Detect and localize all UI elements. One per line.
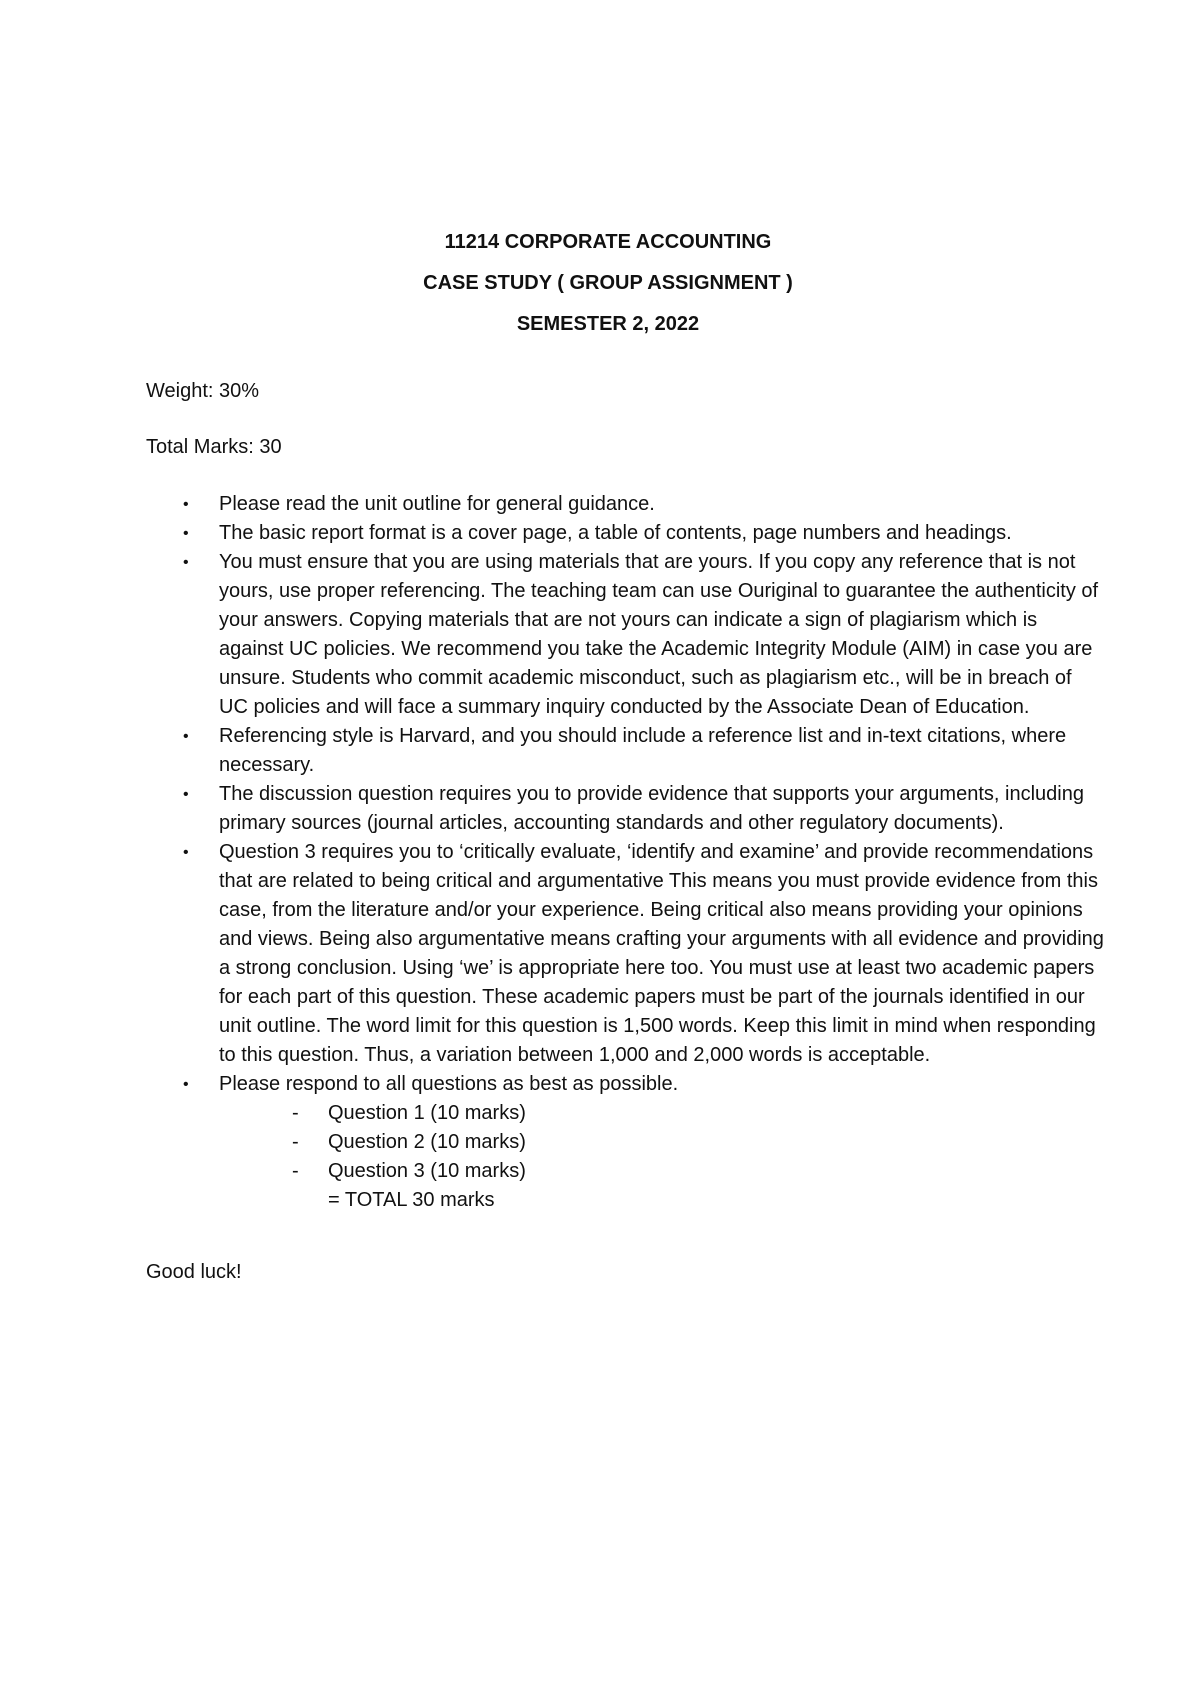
- question-item: [146, 1157, 1106, 1186]
- dash-icon: -: [292, 1131, 299, 1153]
- question-item: [146, 1128, 1106, 1157]
- guidance-item: [146, 838, 1106, 1070]
- guidance-text: Please respond to all questions as best as possible.: [219, 1073, 679, 1095]
- guidance-item: [146, 1070, 1106, 1099]
- assignment-title: CASE STUDY ( GROUP ASSIGNMENT ): [423, 272, 793, 294]
- question-list: [146, 1099, 1106, 1186]
- bullet-icon: •: [183, 554, 189, 571]
- guidance-item: [146, 780, 1106, 838]
- guidance-text: The discussion question requires you to provide evidence that supports your arguments, including primary sources (journal articles, accounting standards and other regulatory documents).: [219, 783, 1084, 834]
- question-text: Question 3 (10 marks): [328, 1160, 526, 1182]
- total-marks-summary: = TOTAL 30 marks: [328, 1189, 495, 1211]
- question-item: [146, 1099, 1106, 1128]
- weight-line: Weight: 30%: [146, 380, 260, 402]
- guidance-text: Question 3 requires you to ‘critically evaluate, ‘identify and examine’ and provide recommendations that are related to being critical and argumentative This means you must provide evidence from this case, from the literature and/or your experience. Being critical also means providing your opinions and views. Being also argumentative means crafting your arguments with all evidence and providing a strong conclusion. Using ‘we’ is appropriate here too. You must use at least two academic papers for each part of this question. These academic papers must be part of the journals identified in our unit outline. The word limit for this question is 1,500 words. Keep this limit in mind when responding to this question. Thus, a variation between 1,000 and 2,000 words is acceptable.: [219, 841, 1104, 1066]
- guidance-list: [146, 490, 1106, 1099]
- bullet-icon: •: [183, 1076, 189, 1093]
- bullet-icon: •: [183, 844, 189, 861]
- bullet-icon: •: [183, 728, 189, 745]
- guidance-text: Please read the unit outline for general guidance.: [219, 493, 655, 515]
- guidance-text: Referencing style is Harvard, and you should include a reference list and in-text citations, where necessary.: [219, 725, 1067, 776]
- guidance-item: [146, 548, 1106, 722]
- dash-icon: -: [292, 1160, 299, 1182]
- bullet-icon: •: [183, 496, 189, 513]
- guidance-text: The basic report format is a cover page, a table of contents, page numbers and headings.: [219, 522, 1012, 544]
- total-marks-line: Total Marks: 30: [146, 436, 282, 458]
- semester-line: SEMESTER 2, 2022: [516, 313, 700, 335]
- bullet-icon: •: [183, 786, 189, 803]
- dash-icon: -: [292, 1102, 299, 1124]
- guidance-item: [146, 722, 1106, 780]
- guidance-text: You must ensure that you are using materials that are yours. If you copy any reference that is not yours, use proper referencing. The teaching team can use Ouriginal to guarantee the authenticity of your answers. Copying materials that are not yours can indicate a sign of plagiarism which is against UC policies. We recommend you take the Academic Integrity Module (AIM) in case you are unsure. Students who commit academic misconduct, such as plagiarism etc., will be in breach of UC policies and will face a summary inquiry conducted by the Associate Dean of Education.: [219, 551, 1099, 718]
- document-body: [146, 228, 1106, 1287]
- course-title: 11214 CORPORATE ACCOUNTING: [444, 231, 772, 253]
- question-text: Question 1 (10 marks): [328, 1102, 526, 1124]
- question-text: Question 2 (10 marks): [328, 1131, 526, 1153]
- guidance-item: [146, 519, 1106, 548]
- bullet-icon: •: [183, 525, 189, 542]
- closing-line: Good luck!: [146, 1261, 242, 1283]
- guidance-item: [146, 490, 1106, 519]
